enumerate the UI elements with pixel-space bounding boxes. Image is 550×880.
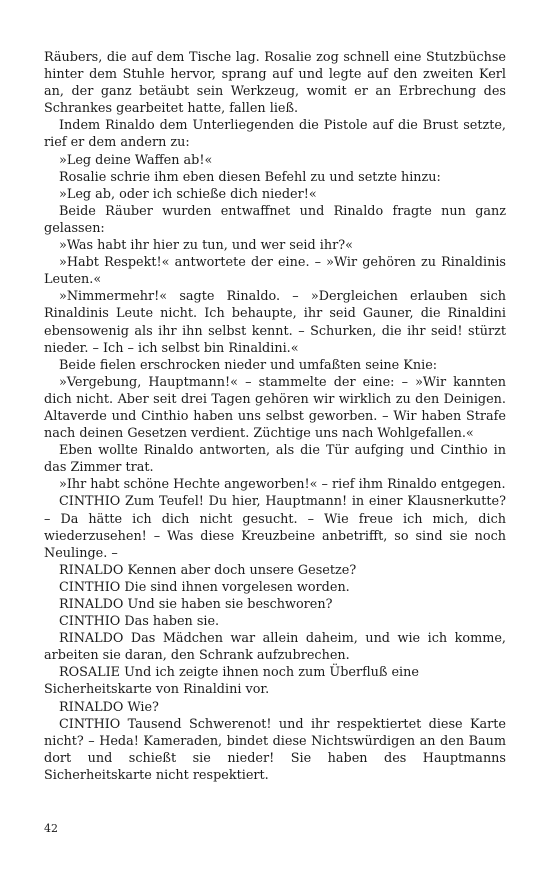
paragraph: »Leg deine Waffen ab!« bbox=[59, 152, 213, 168]
paragraph: »Nimmermehr!« sagte Rinaldo. – »Dergleichen erlauben sich Rinaldinis Leute nicht. Ich behaupte, ihr seid Gauner, die Rinaldini ebensowenig als ihr ihn selbst kennt. – Schurken, die ihr seid! stürzt nieder. – Ich – ich selbst bin Rinaldini.« bbox=[44, 289, 506, 356]
paragraph: CINTHIO Zum Teufel! Du hier, Hauptmann! in einer Klausnerkutte? – Da hätte ich dich nicht gesucht. – Wie freue ich mich, dich wiederzusehen! – Was diese Kreuzbeine anbetrifft, so sind sie noch Neulinge. – bbox=[44, 494, 506, 561]
paragraph: RINALDO Kennen aber doch unsere Gesetze? bbox=[59, 562, 357, 578]
paragraph: Eben wollte Rinaldo antworten, als die Tür aufging und Cinthio in das Zimmer trat. bbox=[44, 443, 506, 476]
paragraph: CINTHIO Das haben sie. bbox=[59, 614, 220, 630]
paragraph: »Ihr habt schöne Hechte angeworben!« – rief ihm Rinaldo entgegen. bbox=[59, 477, 506, 493]
paragraph: Rosalie schrie ihm eben diesen Befehl zu und setzte hinzu: bbox=[59, 169, 441, 185]
paragraph: Beide fielen erschrocken nieder und umfaßten seine Knie: bbox=[59, 357, 438, 373]
paragraph: Indem Rinaldo dem Unterliegenden die Pistole auf die Brust setzte, rief er dem andern zu: bbox=[44, 118, 506, 151]
paragraph: RINALDO Wie? bbox=[59, 699, 159, 715]
paragraph: Beide Räuber wurden entwaffnet und Rinaldo fragte nun ganz gelassen: bbox=[44, 203, 506, 236]
paragraph: CINTHIO Tausend Schwerenot! und ihr respektiertet diese Karte nicht? – Heda! Kameraden, bindet diese Nichtswürdigen an den Baum dort und schießt sie nieder! Sie haben des Hauptmanns Sicherheitskarte nicht respektiert. bbox=[44, 716, 506, 783]
paragraph: »Was habt ihr hier zu tun, und wer seid ihr?« bbox=[59, 238, 353, 254]
paragraph: RINALDO Und sie haben sie beschworen? bbox=[59, 597, 333, 612]
page-number: 42 bbox=[44, 822, 58, 835]
paragraph: CINTHIO Die sind ihnen vorgelesen worden. bbox=[59, 579, 350, 595]
paragraph: »Leg ab, oder ich schieße dich nieder!« bbox=[59, 186, 317, 202]
paragraph: »Vergebung, Hauptmann!« – stammelte der eine: – »Wir kannten dich nicht. Aber seit drei Tagen gehören wir wirklich zu den Deinigen. Altaverde und Cinthio haben uns selbst geworben. – Wir haben Strafe nach deinen Gesetzen verdient. Züchtige uns nach Wohlgefallen.« bbox=[44, 374, 506, 442]
paragraph: ROSALIE Und ich zeigte ihnen noch zum Überfluß eine Sicherheitskarte von Rinaldini vor. bbox=[44, 665, 419, 698]
paragraph: »Habt Respekt!« antwortete der eine. – »Wir gehören zu Rinaldinis Leuten.« bbox=[44, 255, 506, 288]
paragraph: Räubers, die auf dem Tische lag. Rosalie zog schnell eine Stutzbüchse hinter dem Stuhle hervor, sprang auf und legte auf den zweiten Kerl an, der ganz betäubt sein Werkzeug, womit er an Erbrechung des Schrankes gearbeitet hatte, fallen ließ. bbox=[44, 50, 506, 117]
page-text bbox=[44, 49, 506, 784]
paragraph: RINALDO Das Mädchen war allein daheim, und wie ich komme, arbeiten sie daran, den Schrank aufzubrechen. bbox=[44, 631, 506, 664]
